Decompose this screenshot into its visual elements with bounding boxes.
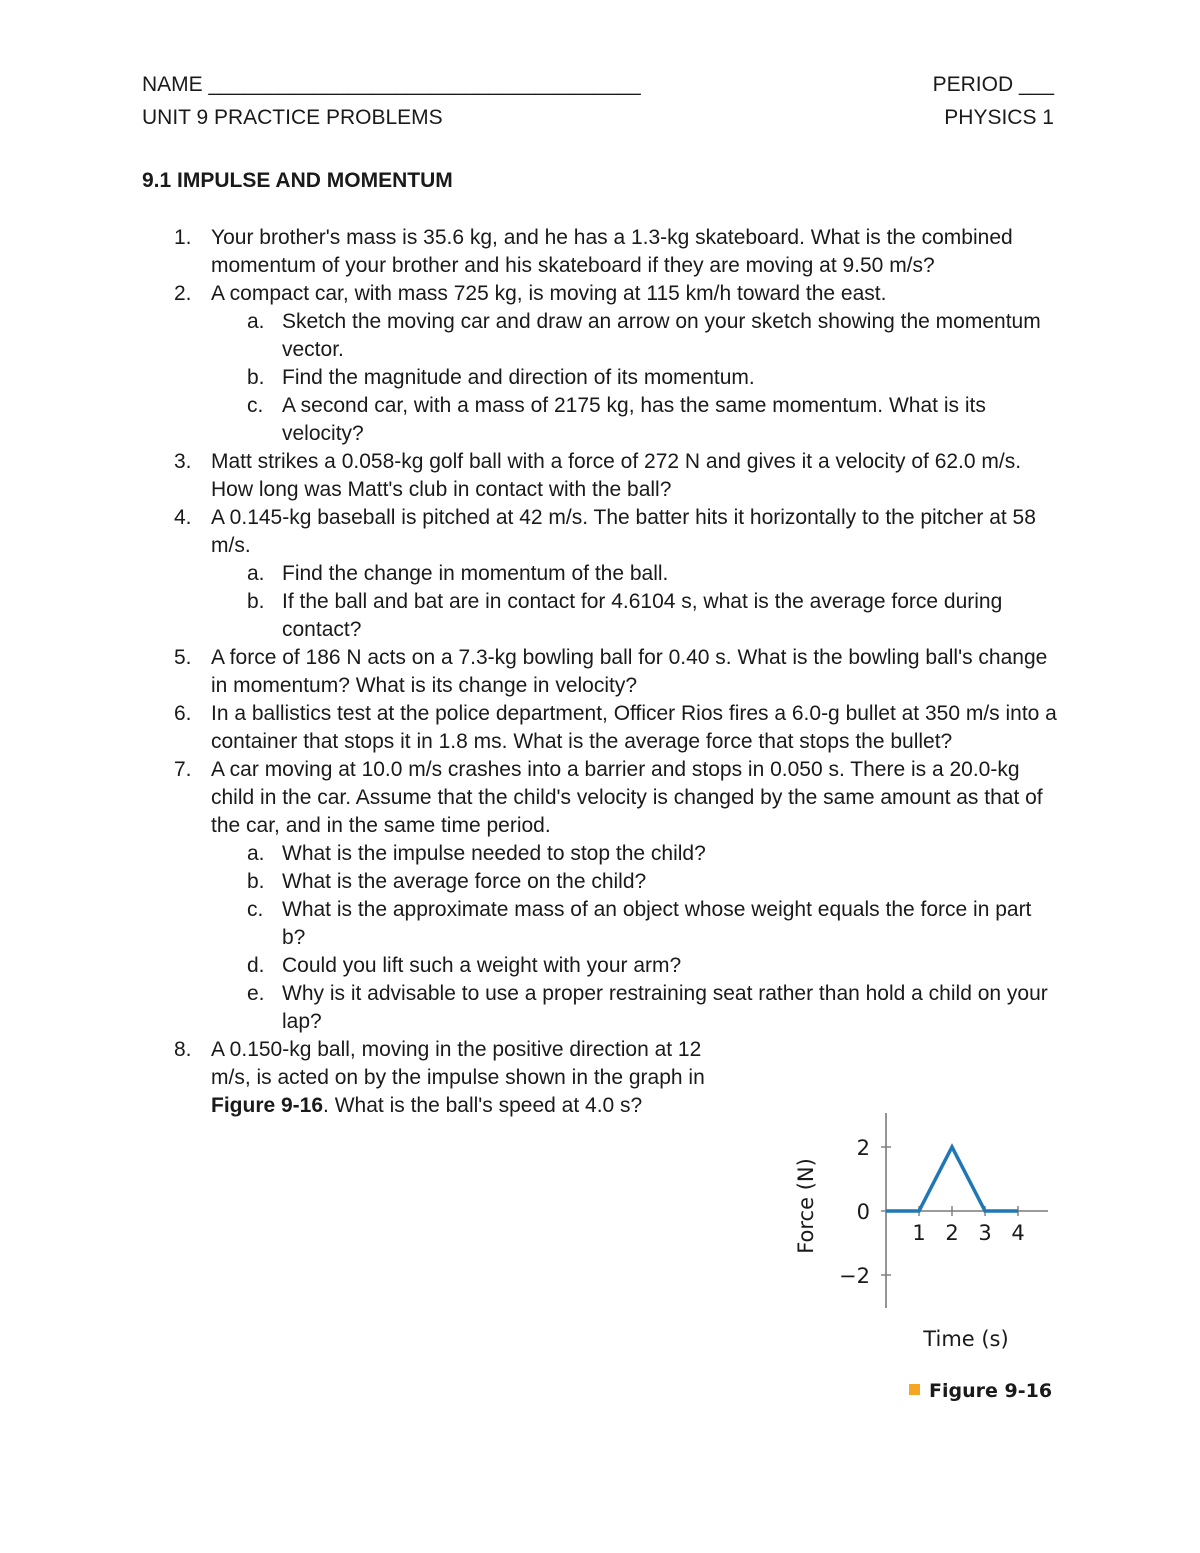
period-field-label: PERIOD ___ (932, 73, 1054, 96)
problem-number: 8. (174, 1038, 192, 1061)
problem-text-start: A 0.150-kg ball, moving in the positive direction at 12 m/s, is acted on by the impulse shown in the graph in (211, 1038, 705, 1089)
part-text: If the ball and bat are in contact for 4.6104 s, what is the average force during contact? (282, 590, 1003, 641)
x-tick-label: 3 (978, 1221, 992, 1245)
problem-3 (0, 448, 1200, 504)
problem-number: 3. (174, 450, 192, 473)
figure-9-16 (776, 1105, 1061, 1410)
part-letter: b. (247, 366, 265, 389)
y-axis-label: Force (N) (794, 1158, 818, 1254)
unit-title: UNIT 9 PRACTICE PROBLEMS (142, 106, 443, 129)
course-title: PHYSICS 1 (944, 106, 1054, 129)
problem-number: 4. (174, 506, 192, 529)
name-field-label: NAME _____________________________________ (142, 73, 641, 96)
part-text: Could you lift such a weight with your arm? (282, 954, 682, 977)
x-tick-label: 1 (912, 1221, 926, 1245)
problem-text: A force of 186 N acts on a 7.3-kg bowling ball for 0.40 s. What is the bowling ball's change in momentum? What is its change in velocity? (211, 646, 1048, 697)
part-letter: c. (247, 394, 264, 417)
x-axis-label: Time (s) (923, 1327, 1009, 1351)
problem-number: 2. (174, 282, 192, 305)
problem-text: Your brother's mass is 35.6 kg, and he has a 1.3-kg skateboard. What is the combined momentum of your brother and his skateboard if they are moving at 9.50 m/s? (211, 226, 1013, 277)
part-text: What is the average force on the child? (282, 870, 647, 893)
problem-text: In a ballistics test at the police department, Officer Rios fires a 6.0-g bullet at 350 m/s into a container that stops it in 1.8 ms. What is the average force that stops the bullet? (211, 702, 1057, 753)
problem-number: 6. (174, 702, 192, 725)
problem-text: A 0.145-kg baseball is pitched at 42 m/s. The batter hits it horizontally to the pitcher at 58 m/s. (211, 506, 1036, 557)
part-letter: c. (247, 898, 264, 921)
figure-reference: Figure 9-16 (211, 1094, 324, 1117)
part-letter: d. (247, 954, 265, 977)
problem-5 (0, 644, 1200, 700)
part-letter: b. (247, 590, 265, 613)
problem-2-part-c (0, 392, 1200, 448)
problem-text-end: . What is the ball's speed at 4.0 s? (323, 1094, 643, 1117)
part-letter: a. (247, 842, 265, 865)
header-row-1 (142, 73, 1054, 97)
figure-caption: Figure 9-16 (929, 1380, 1053, 1402)
data-points (886, 1147, 1018, 1211)
problem-text: A car moving at 10.0 m/s crashes into a barrier and stops in 0.050 s. There is a 20.0-kg child in the car. Assume that the child's velocity is changed by the same amount as that of the car, and in the same time period. (211, 758, 1043, 837)
part-letter: a. (247, 562, 265, 585)
problem-7-part-e (0, 980, 1200, 1036)
problem-number: 1. (174, 226, 192, 249)
part-letter: a. (247, 310, 265, 333)
part-letter: e. (247, 982, 265, 1005)
part-text: Find the change in momentum of the ball. (282, 562, 669, 585)
problem-1 (0, 224, 1200, 280)
problem-7-part-c (0, 896, 1200, 952)
section-title: 9.1 IMPULSE AND MOMENTUM (142, 169, 453, 192)
problem-2-part-b (0, 364, 1200, 392)
part-letter: b. (247, 870, 265, 893)
problem-text (211, 1038, 705, 1117)
y-tick-label: 0 (856, 1200, 870, 1224)
part-text: What is the approximate mass of an object whose weight equals the force in part b? (282, 898, 1032, 949)
problem-number: 7. (174, 758, 192, 781)
problem-7-part-a (0, 840, 1200, 868)
problem-text: A compact car, with mass 725 kg, is moving at 115 km/h toward the east. (211, 282, 887, 305)
problem-number: 5. (174, 646, 192, 669)
problem-7 (0, 756, 1200, 840)
x-tick-label: 2 (945, 1221, 959, 1245)
problem-4 (0, 504, 1200, 560)
force-time-graph (776, 1105, 1061, 1410)
header-row-2 (142, 106, 1054, 130)
part-text: A second car, with a mass of 2175 kg, has the same momentum. What is its velocity? (282, 394, 986, 445)
part-text: Find the magnitude and direction of its momentum. (282, 366, 755, 389)
problem-4-part-b (0, 588, 1200, 644)
part-text: What is the impulse needed to stop the child? (282, 842, 706, 865)
force-data-line (886, 1147, 1018, 1211)
problem-7-part-b (0, 868, 1200, 896)
y-tick-label: −2 (839, 1264, 870, 1288)
problem-6 (0, 700, 1200, 756)
part-text: Why is it advisable to use a proper restraining seat rather than hold a child on your lap? (282, 982, 1048, 1033)
problem-2-part-a (0, 308, 1200, 364)
x-tick-label: 4 (1011, 1221, 1025, 1245)
problem-4-part-a (0, 560, 1200, 588)
problem-text: Matt strikes a 0.058-kg golf ball with a force of 272 N and gives it a velocity of 62.0 m/s. How long was Matt's club in contact with the ball? (211, 450, 1022, 501)
problem-list (0, 224, 1200, 1120)
problem-2 (0, 280, 1200, 308)
y-tick-label: 2 (856, 1136, 870, 1160)
caption-marker-icon (909, 1384, 920, 1395)
problem-7-part-d (0, 952, 1200, 980)
part-text: Sketch the moving car and draw an arrow on your sketch showing the momentum vector. (282, 310, 1041, 361)
